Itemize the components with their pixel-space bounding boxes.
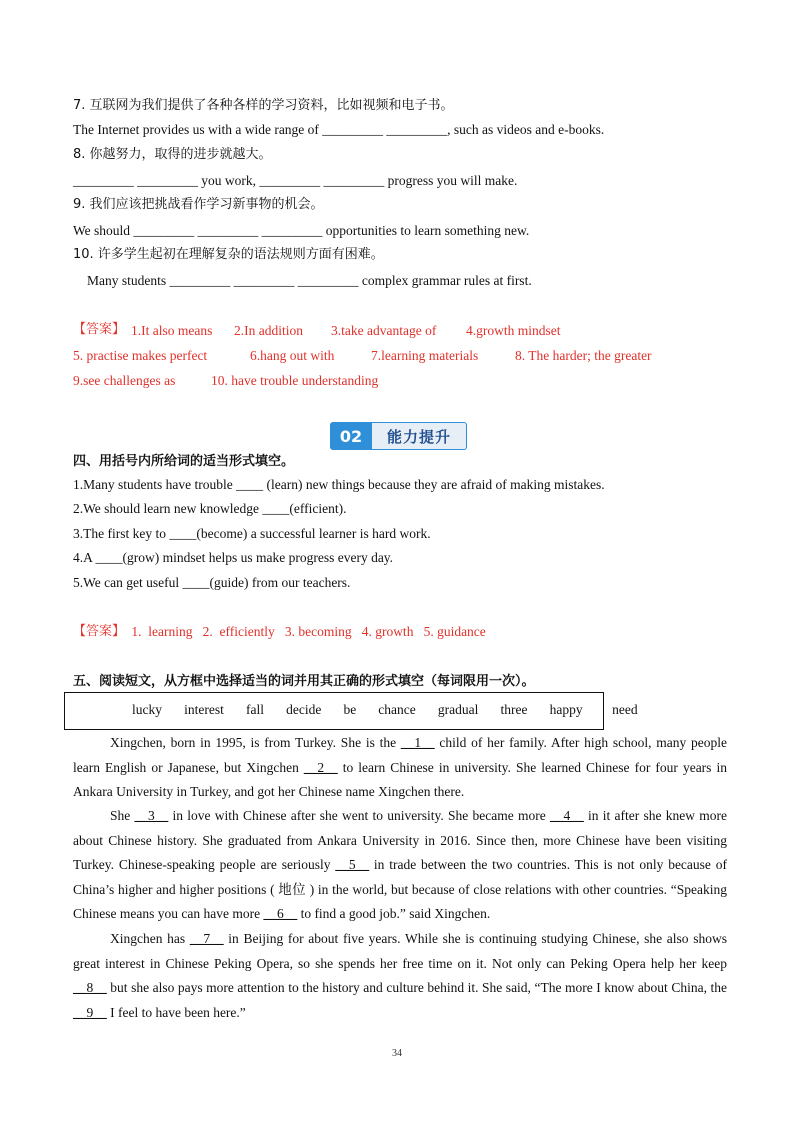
translation-item-7-chinese: 7. 互联网为我们提供了各种各样的学习资料，比如视频和电子书。: [73, 98, 454, 113]
translation-item-7-english: The Internet provides us with a wide range of _________ _________, such as videos and e-books.: [73, 122, 605, 137]
blank-4: __4__: [550, 808, 584, 823]
word-box-words: lucky interest fall decide be chance gradual three happy need: [132, 702, 638, 717]
passage-paragraph-3: Xingchen has __7__ in Beijing for about five years. While she is continuing studying Chinese, she also shows great interest in Chinese Peking Opera, so she spends her free time on it. Not only can Peking Opera help her keep __8__ but she also pays more attention to the history and culture behind it. She said, “The more I know about China, the __9__ I feel to have been here.”: [73, 931, 727, 1020]
answer-text: 1. learning 2. efficiently 3. becoming 4. growth 5. guidance: [128, 624, 486, 639]
passage-paragraph-2: She __3__ in love with Chinese after she went to university. She became more __4__ in it after she knew more about Chinese history. She graduated from Ankara University in 2016. Since then, more Chinese have been visiting Turkey. Chinese-speaking people are seriously __5__ in trade between the two countries. This is not only because of China’s higher and higher positions ( 地位 ) in the world, but because of close relations with other countries. “Speaking Chinese means you can have more __6__ to find a good job.” said Xingchen.: [73, 808, 728, 921]
answer-item: 7.learning materials: [371, 348, 479, 363]
translation-item-8-english: _________ _________ you work, _________ _________ progress you will make.: [73, 173, 518, 188]
translation-item-8-chinese: 8. 你越努力，取得的进步就越大。: [73, 147, 272, 162]
blank-9: __9__: [73, 1004, 107, 1020]
translation-item-9-chinese: 9. 我们应该把挑战看作学习新事物的机会。: [73, 197, 324, 212]
blank-6: __6__: [263, 906, 298, 921]
blank-1: __1__: [400, 735, 435, 750]
page-number: 34: [392, 1048, 402, 1059]
section-5-heading: 五、阅读短文，从方框中选择适当的词并用其正确的形式填空（每词限用一次）。: [73, 674, 535, 689]
blank-8: __8__: [73, 980, 107, 995]
translation-item-10-chinese: 10. 许多学生起初在理解复杂的语法规则方面有困难。: [73, 247, 384, 262]
answer-item: 3.take advantage of: [331, 323, 437, 338]
blank-5: __5__: [335, 857, 370, 872]
blank-3: __3__: [134, 808, 169, 823]
exercise-item: 2.We should learn new knowledge ____(efficient).: [73, 501, 347, 516]
answer-tag: 【答案】: [73, 624, 126, 639]
translation-item-9-english: We should _________ _________ _________ opportunities to learn something new.: [73, 223, 530, 238]
answer-item: 6.hang out with: [250, 348, 335, 363]
passage-paragraph-1: Xingchen, born in 1995, is from Turkey. She is the __1__ child of her family. After high school, many people learn English or Japanese, but Xingchen __2__ to learn Chinese in university. She learned Chinese for four years in Ankara University in Turkey, and got her Chinese name Xingchen there.: [73, 735, 727, 799]
answer-item: 9.see challenges as: [73, 373, 176, 388]
exercise-item: 4.A ____(grow) mindset helps us make progress every day.: [73, 550, 394, 565]
translation-item-10-english: Many students _________ _________ _________ complex grammar rules at first.: [87, 273, 532, 288]
blank-7: __7__: [189, 931, 224, 946]
section-4-heading: 四、用括号内所给词的适当形式填空。: [73, 454, 295, 469]
answer-item: 1.It also means: [131, 323, 213, 338]
answer-item: 4.growth mindset: [466, 323, 561, 338]
banner-number: 02: [330, 422, 372, 450]
exercise-item: 5.We can get useful ____(guide) from our teachers.: [73, 575, 351, 590]
exercise-item: 1.Many students have trouble ____ (learn) new things because they are afraid of making mistakes.: [73, 477, 605, 492]
answer-tag: 【答案】: [73, 322, 126, 337]
blank-2: __2__: [303, 759, 338, 775]
section-banner: [330, 422, 468, 450]
answer-item: 5. practise makes perfect: [73, 348, 208, 363]
banner-title: 能力提升: [372, 422, 467, 450]
exercise-item: 3.The first key to ____(become) a successful learner is hard work.: [73, 526, 431, 541]
answer-item: 8. The harder; the greater: [515, 348, 652, 363]
answer-item: 10. have trouble understanding: [211, 373, 379, 388]
answer-item: 2.In addition: [234, 323, 303, 338]
